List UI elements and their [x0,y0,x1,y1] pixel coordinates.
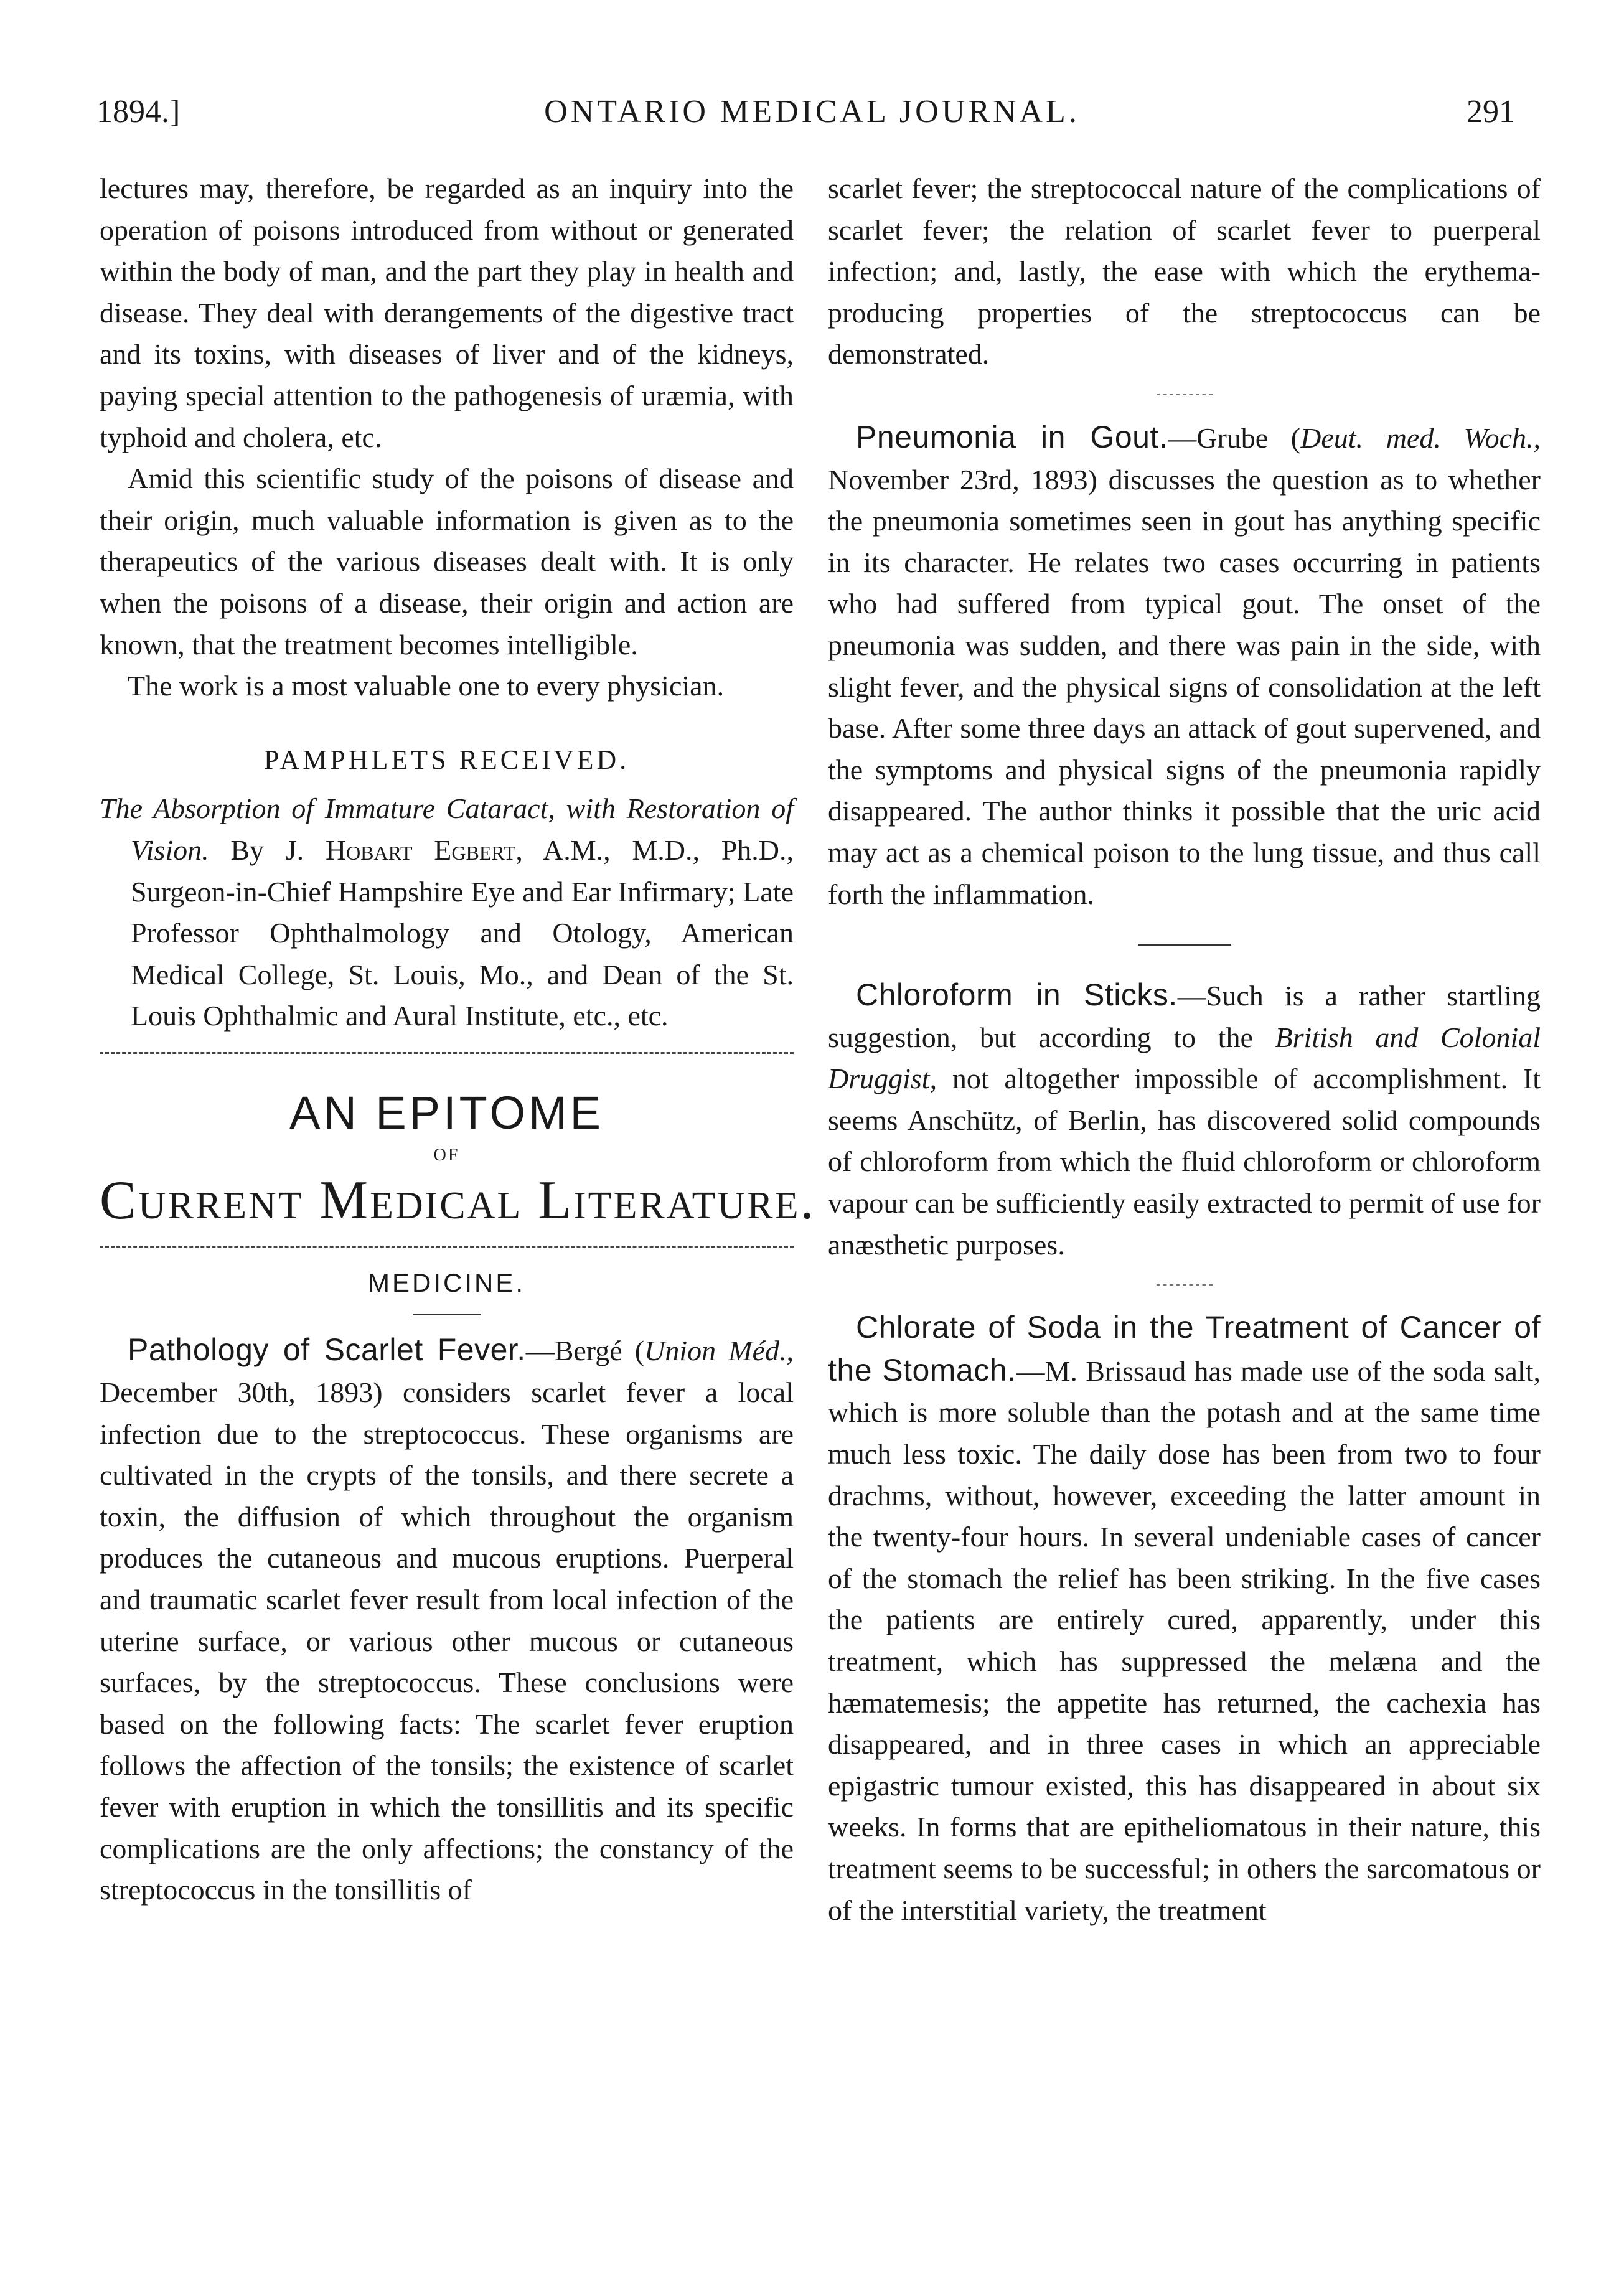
header-page-number: 291 [1467,94,1515,129]
section-divider [100,1246,794,1248]
short-dash-rule [1157,394,1213,395]
left-column [100,168,816,1911]
scarlet-fever-article [100,1329,794,1911]
epitome-of: OF [433,1145,460,1165]
scarlet-fever-continuation: scarlet fever; the streptococcal nature of the complications of scarlet fever; the relation of scarlet fever to puerperal infection; and, lastly, the ease with which the erythema-producing properties of the streptococcus can be demonstrated. [828,172,1541,370]
pamphlet-credentials: A.M., M.D., Ph.D., Surgeon-in-Chief Hampshire Eye and Ear Infirmary; Late Professor Ophthalmology and Otology, American Medical College, St. Louis, Mo., and Dean of the St. Louis Ophthalmic and Aural Institute, etc., etc. [131,834,794,1032]
scarlet-fever-title: Pathology of Scarlet Fever. [128,1332,526,1368]
scarlet-fever-source: Union Méd., [644,1335,794,1367]
chloroform-article [828,974,1541,1266]
page-header [0,93,1624,143]
chlorate-article [828,1307,1541,1931]
short-dash-rule [1157,1284,1213,1286]
chloroform-source: British and Colonial Druggist, [828,1021,1541,1095]
chloroform-text-2: not altogether impossible of accomplishment. It seems Anschütz, of Berlin, has discovered solid compounds of chloroform from which the fluid chloroform or chloroform vapour can be sufficiently easily extracted to permit of use for anæsthetic purposes. [828,1063,1541,1261]
chloroform-text-1: —Such is a rather startling suggestion, but according to the [828,980,1541,1053]
review-paragraph-1: lectures may, therefore, be regarded as an inquiry into the operation of poisons introduced from without or generated within the body of man, and the part they play in health and disease. They deal with derangements of the digestive tract and its toxins, with diseases of liver and of the kidneys, paying special attention to the pathogenesis of uræmia, with typhoid and cholera, etc. [100,172,794,453]
review-paragraph-3: The work is a most valuable one to every physician. [128,670,725,702]
pamphlet-entry [100,788,794,1037]
header-year: 1894.] [96,94,181,129]
section-divider [100,1052,794,1054]
pneumonia-gout-title: Pneumonia in Gout. [856,419,1168,454]
epitome-subtitle: Current Medical Literature. [100,1170,816,1231]
chloroform-title: Chloroform in Sticks. [856,977,1178,1013]
pneumonia-gout-text: November 23rd, 1893) discusses the question as to whether the pneumonia sometimes seen in gout has anything specific in its character. He relates two cases occurring in patients who had suffered from typical gout. The onset of the pneumonia was sudden, and there was pain in the side, with slight fever, and the physical signs of consolidation at the left base. After some three days an attack of gout supervened, and the symptoms and physical signs of the pneumonia rapidly disappeared. The author thinks it possible that the uric acid may act as a chemical poison to the lung tissue, and thus call forth the inflammation. [828,463,1541,910]
scarlet-fever-text: December 30th, 1893) considers scarlet fever a local infection due to the streptococcus. These organisms are cultivated in the crypts of the tonsils, and there secrete a toxin, the diffusion of which throughout the organism produces the cutaneous and mucous eruptions. Puerperal and traumatic scarlet fever result from local infection of the uterine surface, or various other mucous or cutaneous surfaces, by the streptococcus. These conclusions were based on the following facts: The scarlet fever eruption follows the affection of the tonsils; the existence of scarlet fever with eruption in which the tonsillitis and its specific complications are the only affections; the constancy of the streptococcus in the tonsillitis of [100,1376,794,1906]
short-rule [1138,944,1231,946]
epitome-title: AN EPITOME [289,1086,604,1139]
pneumonia-gout-source: Deut. med. Woch., [1300,421,1541,454]
pamphlet-author: J. Hobart Egbert, [285,834,523,866]
right-column [828,168,1541,1931]
chlorate-text: —M. Brissaud has made use of the soda salt, which is more soluble than the potash and at the same time much less toxic. The daily dose has been from two to four drachms, without, however, exceeding the latter amount in the twenty-four hours. In several undeniable cases of cancer of the stomach the relief has been striking. In the five cases the patients are entirely cured, apparently, under this treatment, which has suppressed the melæna and the hæmatemesis; the appetite has returned, the cachexia has disappeared, and in three cases in which an appreciable epigastric tumour existed, this has disappeared in about six weeks. In forms that are epitheliomatous in their nature, this treatment seems to be successful; in others the sarcomatous or of the interstitial variety, the treatment [828,1355,1541,1926]
pamphlets-heading: PAMPHLETS RECEIVED. [263,744,630,775]
medicine-heading: MEDICINE. [367,1267,525,1297]
pamphlet-title: The Absorption of Immature Cataract, with Restoration of Vision. [100,792,794,866]
pneumonia-gout-article [828,416,1541,915]
chlorate-title: Chlorate of Soda in the Treatment of Cancer of the Stomach. [828,1310,1541,1388]
scarlet-fever-author: —Bergé ( [525,1335,645,1367]
short-rule [413,1314,481,1315]
header-journal-title: ONTARIO MEDICAL JOURNAL. [544,94,1080,129]
pamphlet-by: By [230,834,265,866]
review-paragraph-2: Amid this scientific study of the poisons of disease and their origin, much valuable information is given as to the therapeutics of the various diseases dealt with. It is only when the poisons of a disease, their origin and action are known, that the treatment becomes intelligible. [100,463,794,660]
pneumonia-gout-author: —Grube ( [1168,421,1301,454]
